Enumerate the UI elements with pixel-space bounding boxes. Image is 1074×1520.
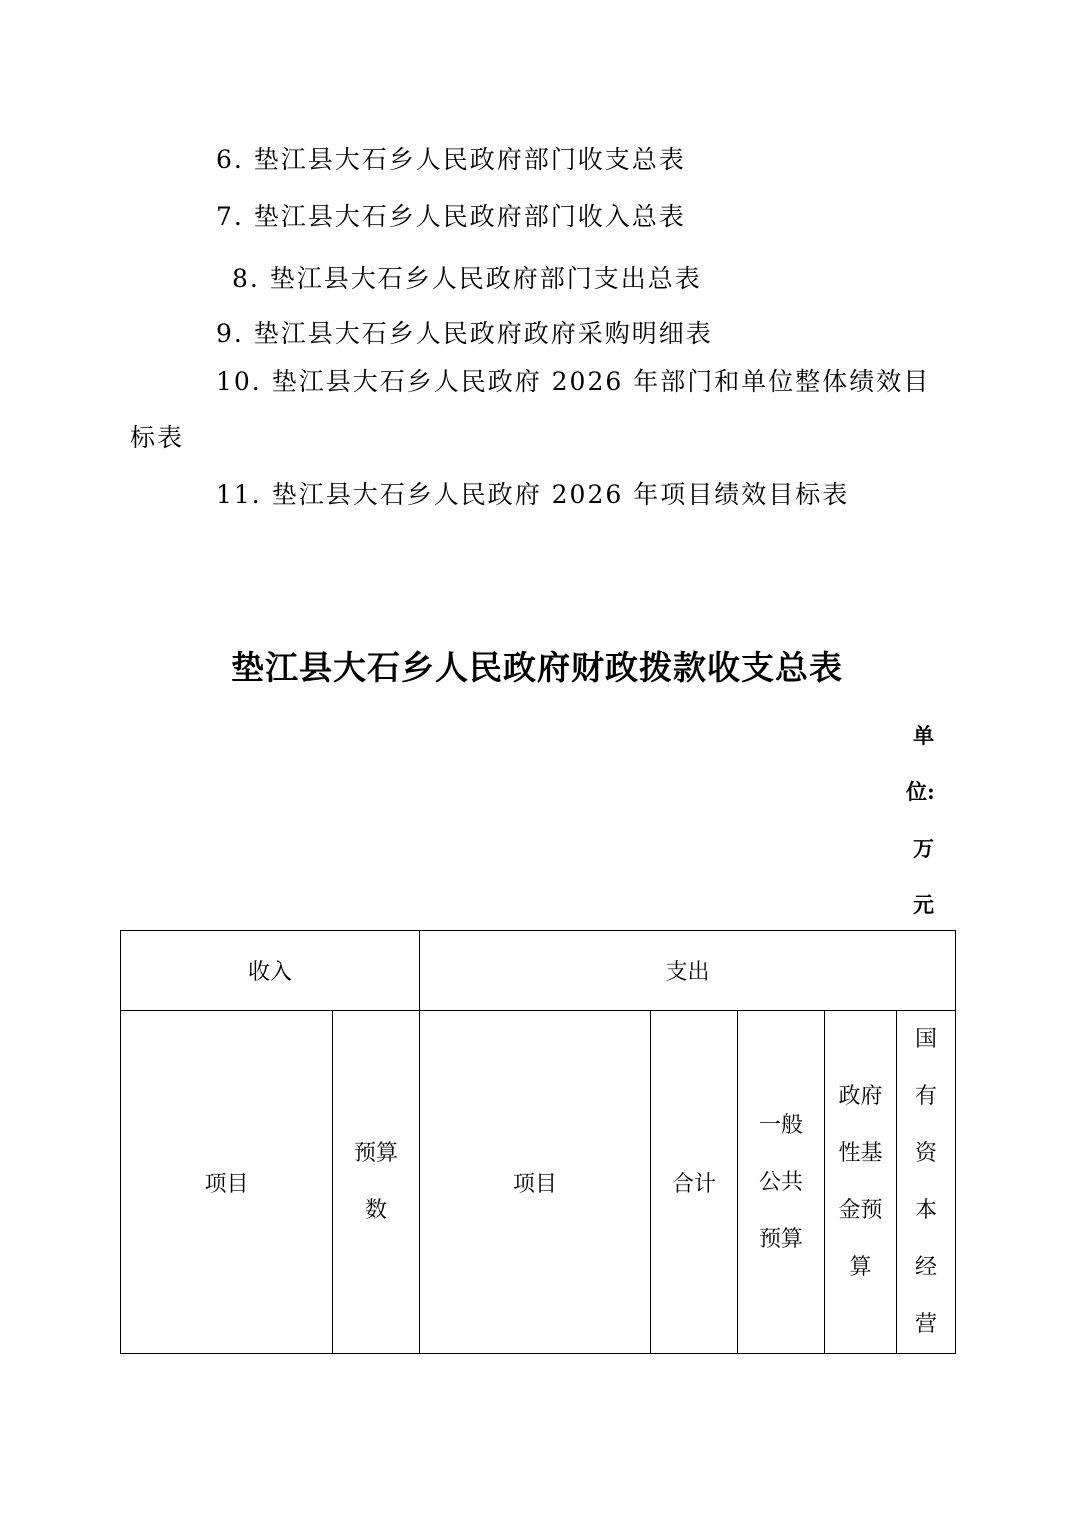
- total-header: 合计: [651, 1011, 738, 1354]
- unit-char: 单: [913, 723, 934, 748]
- budget-amount-header: 预算 数: [333, 1011, 420, 1354]
- government-fund-budget-header: 政府 性基 金预 算: [825, 1011, 897, 1354]
- toc-item-10-cont[interactable]: 标表: [130, 423, 185, 452]
- unit-char: 万: [913, 836, 934, 861]
- state-capital-budget-header: 国 有 资 本 经 营: [897, 1011, 956, 1354]
- general-public-budget-header: 一般 公共 预算: [738, 1011, 825, 1354]
- finance-table: [120, 930, 956, 1354]
- income-item-header: 项目: [121, 1011, 333, 1354]
- unit-char: 位:: [906, 779, 935, 804]
- expense-header: 支出: [420, 931, 956, 1011]
- income-header: 收入: [121, 931, 420, 1011]
- expense-item-header: 项目: [420, 1011, 651, 1354]
- toc-item-8[interactable]: 8. 垫江县大石乡人民政府部门支出总表: [232, 264, 702, 293]
- toc-item-11[interactable]: 11. 垫江县大石乡人民政府 2026 年项目绩效目标表: [216, 480, 850, 509]
- toc-item-6[interactable]: 6. 垫江县大石乡人民政府部门收支总表: [216, 145, 686, 174]
- toc-item-7[interactable]: 7. 垫江县大石乡人民政府部门收入总表: [216, 202, 686, 231]
- toc-item-10[interactable]: 10. 垫江县大石乡人民政府 2026 年部门和单位整体绩效目: [216, 367, 931, 396]
- unit-char: 元: [913, 892, 934, 917]
- toc-item-9[interactable]: 9. 垫江县大石乡人民政府政府采购明细表: [216, 319, 713, 348]
- table-title: 垫江县大石乡人民政府财政拨款收支总表: [231, 648, 843, 687]
